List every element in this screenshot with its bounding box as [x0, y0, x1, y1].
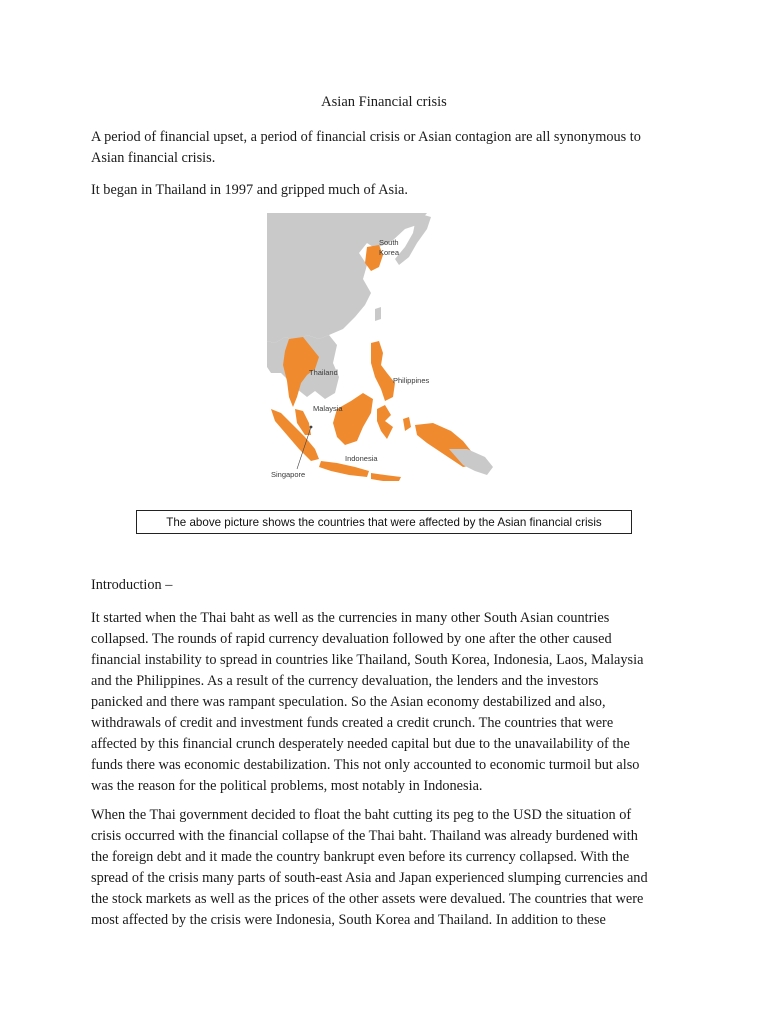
section2-line: most affected by the crisis were Indonesia, South Korea and Thailand. In addition to these	[91, 912, 606, 928]
section1-line: It started when the Thai baht as well as the currencies in many other South Asian countries	[91, 610, 610, 626]
section1-line: withdrawals of credit and investment funds created a credit crunch. The countries that were	[91, 715, 614, 731]
label-thailand: Thailand	[309, 368, 338, 377]
asia-crisis-map	[267, 213, 499, 495]
section2-line: crisis occurred with the financial collapse of the Thai baht. Thailand was already burdened with	[91, 828, 638, 844]
maluku	[403, 417, 411, 431]
sumatra	[271, 409, 319, 461]
section2-line: When the Thai government decided to float the baht cutting its peg to the USD the situation of	[91, 807, 632, 823]
philippines-shape	[371, 341, 395, 401]
began-paragraph	[91, 180, 691, 201]
intro-line: A period of financial upset, a period of financial crisis or Asian contagion are all synonymous to	[91, 129, 641, 145]
introduction-heading: Introduction –	[91, 577, 173, 593]
intro-line: Asian financial crisis.	[91, 150, 216, 166]
map-caption: The above picture shows the countries that were affected by the Asian financial crisis	[136, 510, 632, 534]
section1-line: panicked and there was rampant speculation. So the Asian economy destabilized and also,	[91, 694, 606, 710]
intro-paragraph	[91, 127, 691, 169]
label-singapore: Singapore	[271, 470, 306, 479]
section2-line: the stock markets as well as the prices of the other assets were devalued. The countries that were	[91, 891, 644, 907]
section1-line: financial instability to spread in countries like Thailand, South Korea, Indonesia, Laos, Malaysia	[91, 652, 644, 668]
section1-line: and the Philippines. As a result of the currency devaluation, the lenders and the investors	[91, 673, 599, 689]
label-south-korea-1: South	[379, 238, 399, 247]
section1-line: funds there was economic destabilization. This not only accounted to economic turmoil but also	[91, 757, 640, 773]
taiwan	[375, 307, 381, 321]
section1-paragraph	[91, 608, 691, 797]
section2-line: spread of the crisis many parts of south-east Asia and Japan experienced slumping currencies and	[91, 870, 648, 886]
section2-paragraph	[91, 805, 691, 931]
section1-line: collapsed. The rounds of rapid currency devaluation followed by one after the other caused	[91, 631, 612, 647]
began-line: It began in Thailand in 1997 and gripped much of Asia.	[91, 182, 408, 198]
borneo	[333, 393, 373, 445]
section2-line: the foreign debt and it made the country bankrupt even before its currency collapsed. With the	[91, 849, 630, 865]
lesser-sunda	[371, 473, 401, 481]
section1-line: was the reason for the political problems, most notably in Indonesia.	[91, 778, 483, 794]
label-malaysia: Malaysia	[313, 404, 343, 413]
java	[319, 461, 369, 477]
label-indonesia: Indonesia	[345, 454, 378, 463]
sulawesi	[377, 405, 393, 439]
label-philippines: Philippines	[393, 376, 430, 385]
mainland-asia	[267, 213, 427, 343]
document-title: Asian Financial crisis	[321, 94, 447, 110]
label-south-korea-2: Korea	[379, 248, 400, 257]
section1-line: affected by this financial crunch desperately needed capital but due to the unavailability of the	[91, 736, 630, 752]
